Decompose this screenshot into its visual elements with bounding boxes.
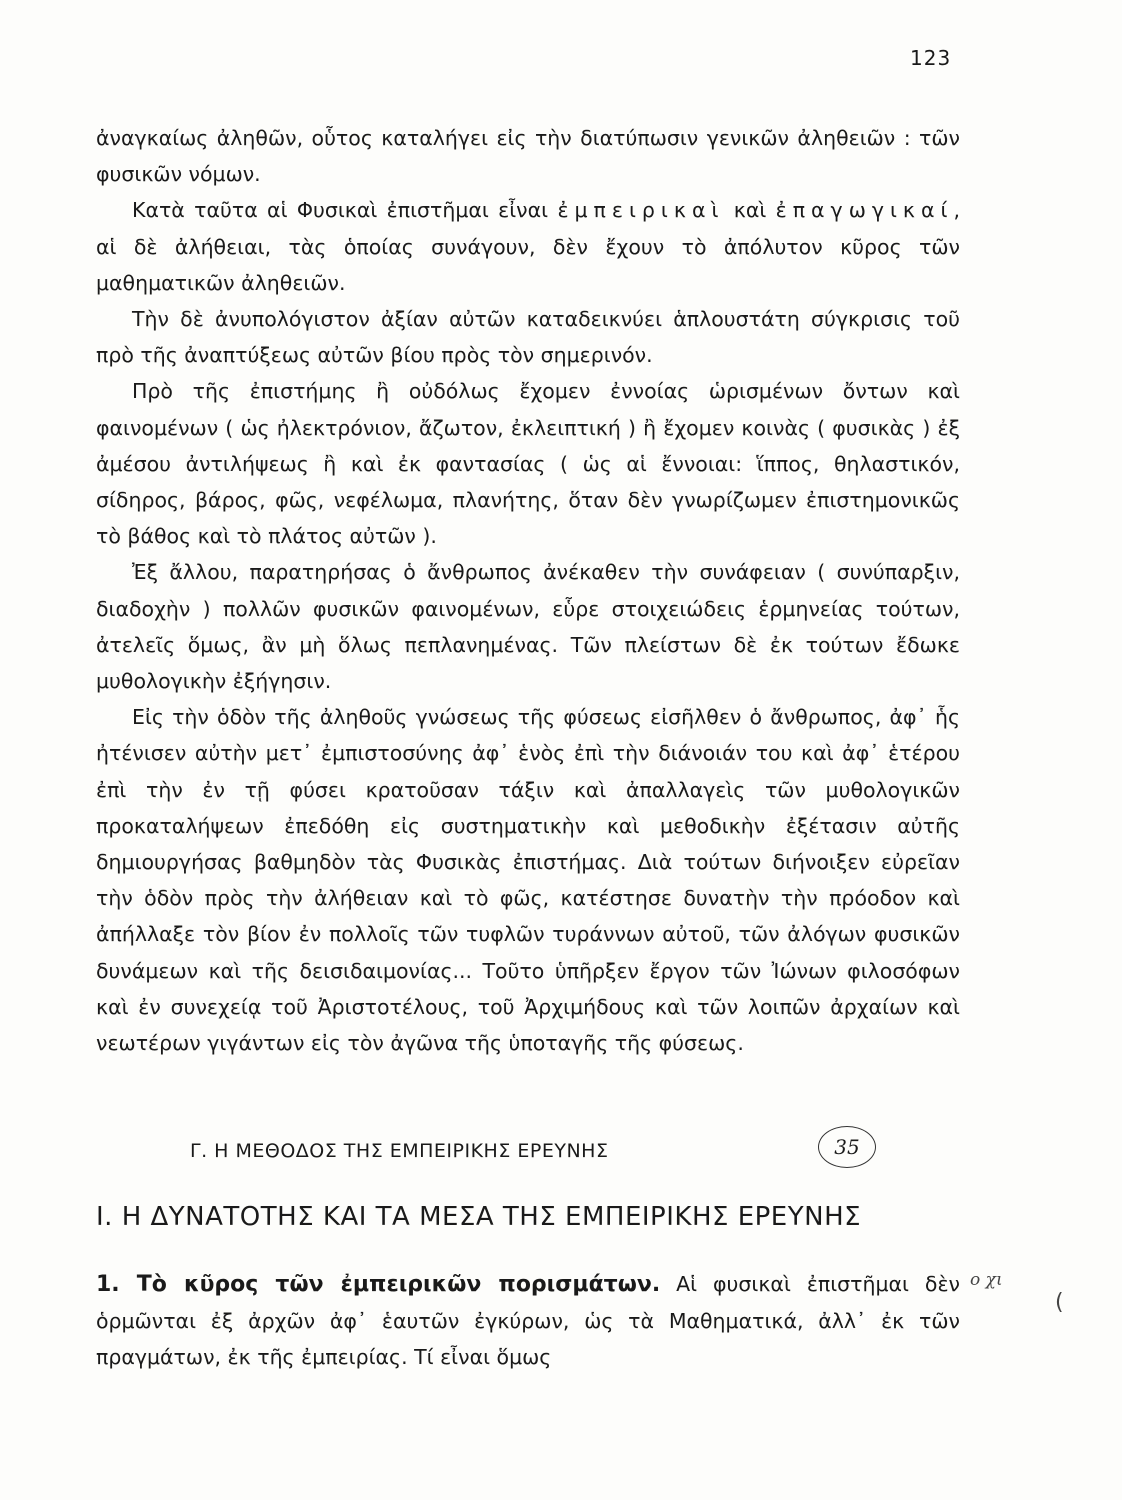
paragraph: Ἐξ ἄλλου, παρατηρήσας ὁ ἄνθρωπος ἀνέκαθεν τὴν συνάφειαν ( συνύπαρξιν, διαδοχὴν ) πολλῶν φυσικῶν φαινομένων, εὗρε στοιχειώδεις ἑρμηνείας τούτων, ἀτελεῖς ὅμως, ἂν μὴ ὅλως πεπλανημένας. Τῶν πλείστων δὲ ἐκ τούτων ἔδωκε μυθολογικὴν ἐξήγησιν. bbox=[96, 560, 960, 694]
section-heading: Γ. Η ΜΕΘΟΔΟΣ ΤΗΣ ΕΜΠΕΙΡΙΚΗΣ ΕΡΕΥΝΗΣ bbox=[190, 1140, 609, 1162]
paragraph: Πρὸ τῆς ἐπιστήμης ἢ οὐδόλως ἔχομεν ἐννοίας ὡρισμένων ὄντων καὶ φαινομένων ( ὡς ἠλεκτρόνιον, ἄζωτον, ἐκλειπτική ) ἢ ἔχομεν κοινὰς ( φυσικὰς ) ἐξ ἀμέσου ἀντιλήψεως ἢ καὶ ἐκ φαντασίας ( ὡς αἱ ἔννοιαι: ἵππος, θηλαστικόν, σίδηρος, βάρος, φῶς, νεφέλωμα, πλανήτης, ὅταν δὲν γνωρίζωμεν ἐπιστημονικῶς τὸ βάθος καὶ τὸ πλάτος αὐτῶν ). bbox=[96, 379, 960, 549]
handwritten-margin-note: ο χι bbox=[970, 1270, 1003, 1290]
paragraph: Τὴν δὲ ἀνυπολόγιστον ἀξίαν αὐτῶν καταδεικνύει ἁπλουστάτη σύγκρισις τοῦ πρὸ τῆς ἀναπτύξεως αὐτῶν βίου πρὸς τὸν σημερινόν. bbox=[96, 307, 960, 368]
paragraph-continuation: ἀναγκαίως ἀληθῶν, οὗτος καταλήγει εἰς τὴν διατύπωσιν γενικῶν ἀληθειῶν : τῶν φυσικῶν νόμων. bbox=[96, 126, 960, 187]
paragraph: Εἰς τὴν ὁδὸν τῆς ἀληθοῦς γνώσεως τῆς φύσεως εἰσῆλθεν ὁ ἄνθρωπος, ἀφ᾿ ἧς ἠτένισεν αὐτὴν μετ᾿ ἐμπιστοσύνης ἀφ᾿ ἑνὸς ἐπὶ τὴν διάνοιάν του καὶ ἀφ᾿ ἑτέρου ἐπὶ τὴν ἐν τῇ φύσει κρατοῦσαν τάξιν καὶ ἀπαλλαγεὶς τῶν μυθολογικῶν προκαταλήψεων ἐπεδόθη εἰς συστηματικὴν καὶ μεθοδικὴν ἐξέτασιν αὐτῆς δημιουργήσας βαθμηδὸν τὰς Φυσικὰς ἐπιστήμας. Διὰ τούτων διήνοιξεν εὐρεῖαν τὴν ὁδὸν πρὸς τὴν ἀλήθειαν καὶ τὸ φῶς, κατέστησε δυνατὴν τὴν πρόοδον καὶ ἀπήλλαξε τὸν βίον ἐν πολλοῖς τῶν τυφλῶν τυράννων αὐτοῦ, τῶν ἀλόγων φυσικῶν δυνάμεων καὶ τῆς δεισιδαιμονίας... Τοῦτο ὑπῆρξεν ἔργον τῶν Ἰώνων φιλοσόφων καὶ ἐν συνεχείᾳ τοῦ Ἀριστοτέλους, τοῦ Ἀρχιμήδους καὶ τῶν λοιπῶν ἀρχαίων καὶ νεωτέρων γιγάντων εἰς τὸν ἀγῶνα τῆς ὑποταγῆς τῆς φύσεως. bbox=[96, 705, 960, 1056]
handwritten-circled-note: 35 bbox=[818, 1126, 876, 1168]
subheading: Ι. Η ΔΥΝΑΤΟΤΗΣ ΚΑΙ ΤΑ ΜΕΣΑ ΤΗΣ ΕΜΠΕΙΡΙΚΗΣ ΕΡΕΥΝΗΣ bbox=[96, 1202, 862, 1232]
paragraph-part: , αἱ δὲ ἀλήθειαι, τὰς ὁποίας συνάγουν, δὲν ἔχουν τὸ ἀπόλυτον κῦρος τῶν μαθηματικῶν ἀληθειῶν. bbox=[96, 198, 960, 295]
spaced-term: ἐπαγωγικαί bbox=[775, 198, 954, 223]
paragraph-part: Κατὰ ταῦτα αἱ Φυσικαὶ ἐπιστῆμαι εἶναι bbox=[132, 198, 558, 223]
paragraph-part: καὶ bbox=[724, 198, 776, 223]
paragraph-spaced bbox=[96, 192, 960, 301]
handwritten-margin-mark: ( bbox=[1055, 1290, 1064, 1315]
subsection-text: Αἱ φυσικαὶ ἐπιστῆμαι δὲν ὁρμῶνται ἐξ ἀρχῶν ἀφ᾿ ἑαυτῶν ἐγκύρων, ὡς τὰ Μαθηματικά, ἀλλ᾿ ἐκ τῶν πραγμάτων, ἐκ τῆς ἐμπειρίας. Τί εἶναι ὅμως bbox=[96, 1272, 961, 1370]
spaced-term: ἐμπειρικαὶ bbox=[557, 198, 725, 223]
subsection bbox=[96, 1266, 960, 1376]
subsection-title: 1. Τὸ κῦρος τῶν ἐμπειρικῶν πορισμάτων. bbox=[96, 1272, 661, 1297]
page-number: 123 bbox=[910, 46, 952, 70]
body-text bbox=[96, 120, 960, 1061]
